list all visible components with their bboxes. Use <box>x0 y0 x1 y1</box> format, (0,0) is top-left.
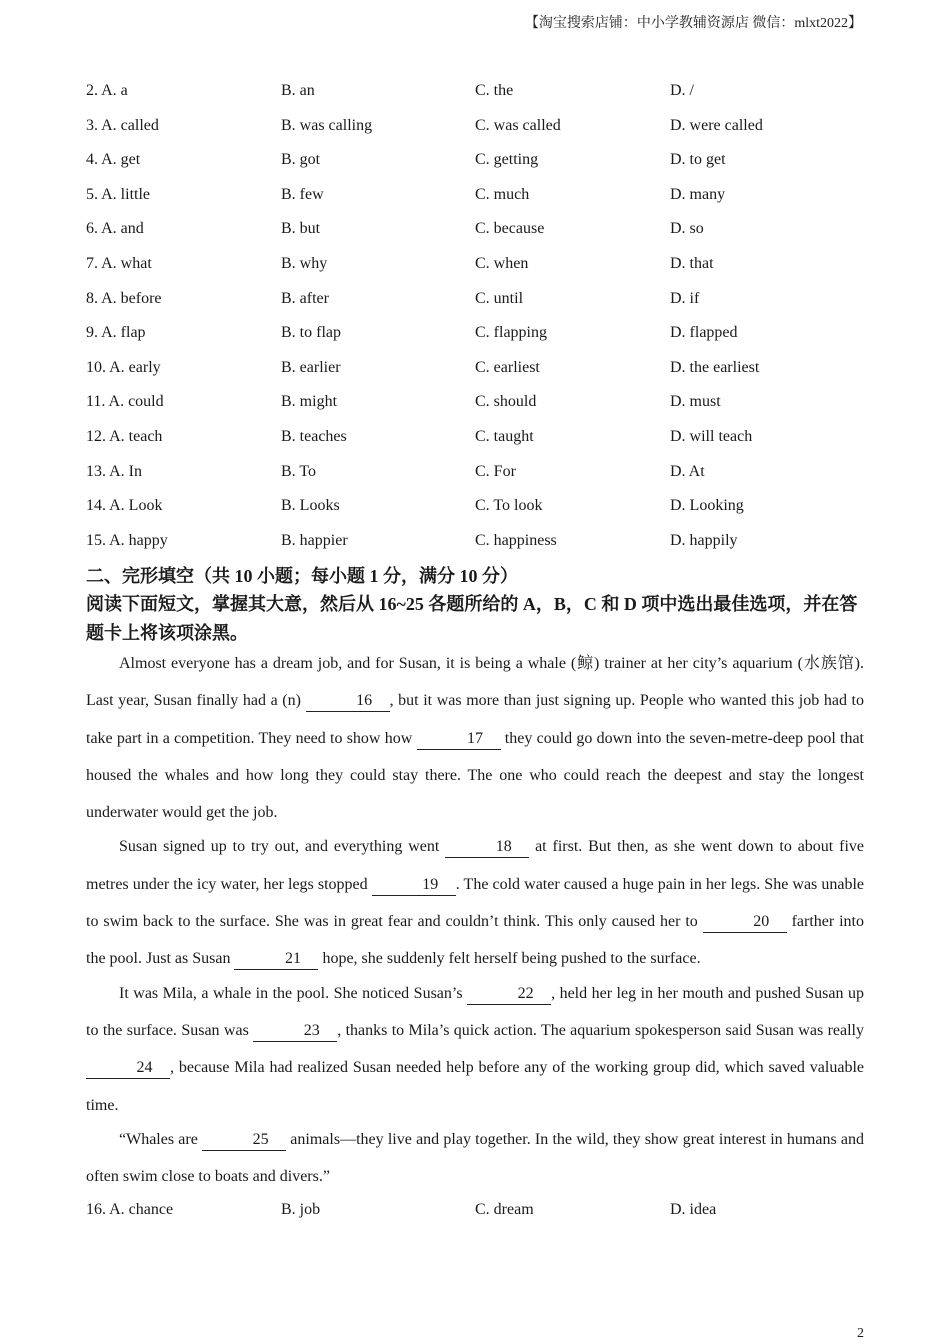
option-row <box>86 149 866 171</box>
option-row <box>86 115 866 137</box>
option-row <box>86 495 866 517</box>
option-b: B. why <box>281 255 328 272</box>
option-a: 13. A. In <box>86 462 142 480</box>
option-a: 2. A. a <box>86 82 128 99</box>
option-c: C. because <box>475 220 545 238</box>
blank-25: 25 <box>202 1130 286 1151</box>
option-c: C. For <box>475 462 516 480</box>
option-c: C. flapping <box>475 324 547 342</box>
option-c: C. dream <box>475 1201 534 1218</box>
option-b: B. to flap <box>281 324 341 342</box>
option-row <box>86 184 866 206</box>
option-b: B. few <box>281 185 324 203</box>
option-a: 9. A. flap <box>86 324 146 342</box>
option-c: C. happiness <box>475 531 557 549</box>
option-c: C. when <box>475 255 529 272</box>
option-row <box>86 1199 866 1221</box>
option-b: B. job <box>281 1201 321 1218</box>
option-b: B. an <box>281 82 315 99</box>
blank-18: 18 <box>445 837 529 858</box>
option-b: B. got <box>281 151 321 169</box>
option-d: D. will teach <box>670 428 753 445</box>
option-a: 15. A. happy <box>86 531 168 549</box>
option-d: D. were called <box>670 116 763 134</box>
option-a: 6. A. and <box>86 220 144 238</box>
option-d: D. to get <box>670 151 726 169</box>
option-c: C. until <box>475 289 524 307</box>
section-instruction: 阅读下面短文，掌握其大意，然后从 16~25 各题所给的 A，B，C 和 D 项中选出最佳选项，并在答题卡上将该项涂黑。 <box>86 594 858 643</box>
option-b: B. after <box>281 289 329 307</box>
passage-paragraph-2: Susan signed up to try out, and everything went 18 at first. But then, as she went down to about five metres under the icy water, her legs stopped 19 . The cold water caused a huge pain in her legs. She was unable to swim back to the surface. She was in great fear and couldn’t think. This only caused her to 20 farther into the pool. Just as Susan 21 hope, she suddenly felt herself being pushed to the surface. <box>86 828 864 977</box>
cloze-passage <box>86 645 864 1192</box>
passage-paragraph-4: “Whales are 25 animals—they live and play together. In the wild, they show great interest in humans and often swim close to boats and divers.” <box>86 1130 865 1186</box>
option-d: D. must <box>670 393 721 411</box>
option-row <box>86 80 866 102</box>
option-a: 11. A. could <box>86 393 164 411</box>
option-c: C. taught <box>475 428 534 445</box>
option-b: B. happier <box>281 531 348 549</box>
option-c: C. was called <box>475 116 561 134</box>
blank-20: 20 <box>703 912 787 933</box>
option-a: 12. A. teach <box>86 428 163 445</box>
blank-23: 23 <box>253 1021 337 1042</box>
option-c: C. earliest <box>475 358 540 376</box>
option-b: B. Looks <box>281 497 340 515</box>
option-d: D. that <box>670 255 714 272</box>
option-a: 5. A. little <box>86 185 150 203</box>
option-d: D. flapped <box>670 324 738 342</box>
option-a: 8. A. before <box>86 289 162 307</box>
blank-19: 19 <box>372 875 456 896</box>
option-c: C. To look <box>475 497 543 515</box>
option-b: B. earlier <box>281 358 341 376</box>
option-a: 3. A. called <box>86 116 159 134</box>
option-a: 16. A. chance <box>86 1201 174 1218</box>
option-c: C. much <box>475 185 530 203</box>
option-a: 7. A. what <box>86 255 152 272</box>
option-d: D. so <box>670 220 704 238</box>
option-d: D. Looking <box>670 497 744 515</box>
option-b: B. but <box>281 220 321 238</box>
blank-24: 24 <box>86 1058 170 1079</box>
option-row <box>86 391 866 413</box>
page-header: 【淘宝搜索店铺：中小学教辅资源店 微信：mlxt2022】 <box>524 16 862 31</box>
blank-22: 22 <box>467 984 551 1005</box>
option-c: C. should <box>475 393 537 411</box>
blank-21: 21 <box>234 949 318 970</box>
option-b: B. was calling <box>281 116 373 134</box>
option-a: 4. A. get <box>86 151 141 169</box>
option-d: D. idea <box>670 1201 717 1218</box>
option-d: D. / <box>670 82 694 99</box>
option-b: B. teaches <box>281 428 347 445</box>
option-a: 14. A. Look <box>86 497 163 515</box>
option-c: C. getting <box>475 151 539 169</box>
option-c: C. the <box>475 82 514 99</box>
option-row <box>86 322 866 344</box>
option-row <box>86 288 866 310</box>
option-d: D. the earliest <box>670 358 760 376</box>
option-row <box>86 253 866 275</box>
option-d: D. happily <box>670 531 738 549</box>
section-title: 二、完形填空（共 10 小题；每小题 1 分，满分 10 分） <box>86 566 518 586</box>
option-row <box>86 530 866 552</box>
option-d: D. if <box>670 289 700 307</box>
page-number: 2 <box>857 1326 864 1341</box>
option-b: B. To <box>281 462 317 480</box>
option-row <box>86 218 866 240</box>
passage-paragraph-3: It was Mila, a whale in the pool. She noticed Susan’s 22 , held her leg in her mouth and pushed Susan up to the surface. Susan was 23 , thanks to Mila’s quick action. The aquarium spokesperson said Susan was really 24 , because Mila had realized Susan needed help before any of the working group did, which saved valuable time. <box>86 984 864 1114</box>
blank-16: 16 <box>306 691 390 712</box>
blank-17: 17 <box>417 729 501 750</box>
option-row <box>86 357 866 379</box>
option-b: B. might <box>281 393 338 411</box>
option-a: 10. A. early <box>86 358 161 376</box>
option-d: D. At <box>670 462 705 480</box>
option-row <box>86 461 866 483</box>
passage-paragraph-1: Almost everyone has a dream job, and for Susan, it is being a whale (鲸) trainer at her city’s aquarium (水族馆). Last year, Susan finally had a (n) 16 , but it was more than just signing up. People who wanted this job had to take part in a competition. They need to show how 17 they could go down into the seven-metre-deep pool that housed the whales and how long they could stay there. The one who could reach the deepest and stay the longest underwater would get the job. <box>86 655 865 822</box>
option-row <box>86 426 866 448</box>
option-d: D. many <box>670 185 726 203</box>
